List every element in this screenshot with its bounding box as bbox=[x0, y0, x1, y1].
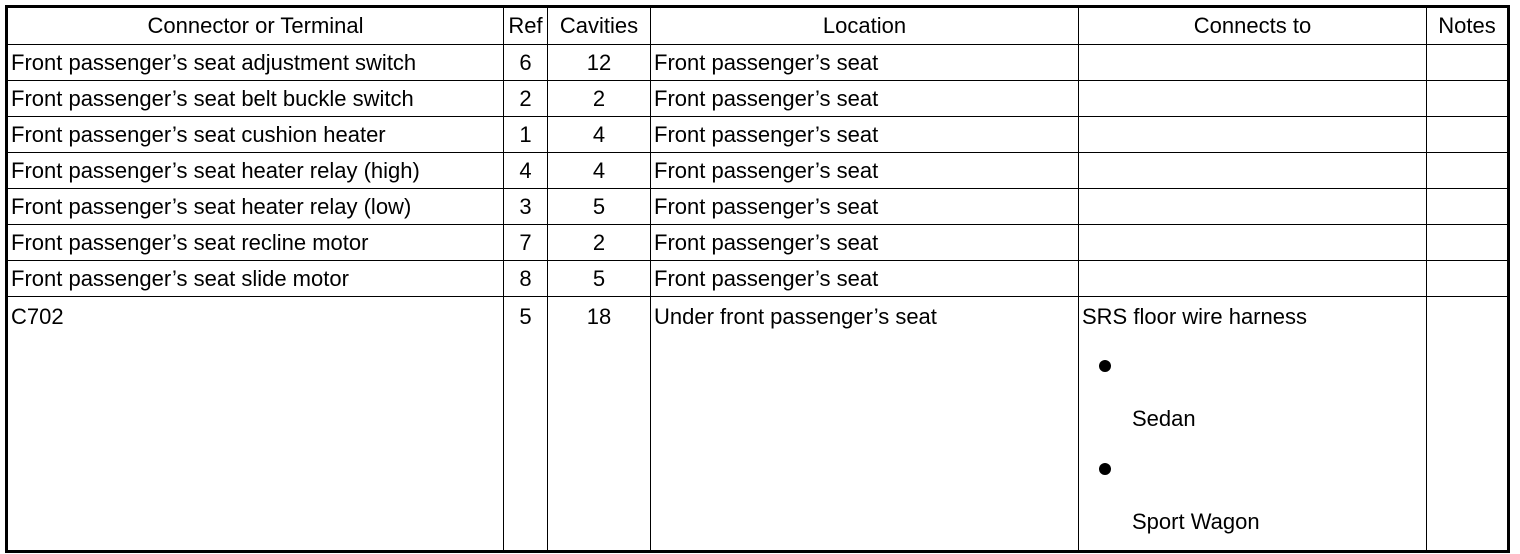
cell-ref: 8 bbox=[504, 261, 548, 297]
cell-notes bbox=[1427, 189, 1509, 225]
cell-notes bbox=[1427, 261, 1509, 297]
connects-to-list bbox=[1082, 352, 1423, 535]
header-location: Location bbox=[651, 7, 1079, 45]
cell-ref: 4 bbox=[504, 153, 548, 189]
header-notes: Notes bbox=[1427, 7, 1509, 45]
header-ref: Ref bbox=[504, 7, 548, 45]
cell-ref: 2 bbox=[504, 81, 548, 117]
list-item-label: Sport Wagon bbox=[1132, 509, 1260, 534]
list-item bbox=[1082, 455, 1423, 535]
cell-connects-to bbox=[1079, 189, 1427, 225]
cell-cavities: 2 bbox=[548, 225, 651, 261]
cell-ref: 3 bbox=[504, 189, 548, 225]
list-item bbox=[1082, 352, 1423, 432]
cell-ref: 5 bbox=[504, 297, 548, 552]
connects-to-harness: SRS floor wire harness bbox=[1082, 304, 1307, 329]
cell-connector: Front passenger’s seat belt buckle switch bbox=[7, 81, 504, 117]
cell-notes bbox=[1427, 153, 1509, 189]
cell-connects-to bbox=[1079, 261, 1427, 297]
cell-cavities: 4 bbox=[548, 117, 651, 153]
cell-cavities: 2 bbox=[548, 81, 651, 117]
cell-ref: 1 bbox=[504, 117, 548, 153]
cell-cavities: 5 bbox=[548, 189, 651, 225]
connector-table bbox=[5, 5, 1510, 553]
cell-connects-to bbox=[1079, 153, 1427, 189]
cell-location: Front passenger’s seat bbox=[651, 117, 1079, 153]
cell-ref: 6 bbox=[504, 45, 548, 81]
cell-location: Front passenger’s seat bbox=[651, 225, 1079, 261]
table-row bbox=[7, 261, 1509, 297]
cell-connects-to bbox=[1079, 117, 1427, 153]
cell-ref: 7 bbox=[504, 225, 548, 261]
header-row bbox=[7, 7, 1509, 45]
bullet-icon bbox=[1099, 360, 1111, 372]
cell-cavities: 5 bbox=[548, 261, 651, 297]
cell-location: Front passenger’s seat bbox=[651, 153, 1079, 189]
cell-connector: C702 bbox=[7, 297, 504, 552]
list-item-label: Sedan bbox=[1132, 406, 1196, 431]
cell-connects-to bbox=[1079, 45, 1427, 81]
cell-location: Front passenger’s seat bbox=[651, 261, 1079, 297]
cell-connects-to bbox=[1079, 297, 1427, 552]
table-row bbox=[7, 189, 1509, 225]
cell-notes bbox=[1427, 117, 1509, 153]
cell-connector: Front passenger’s seat heater relay (high) bbox=[7, 153, 504, 189]
table-row bbox=[7, 117, 1509, 153]
header-cavities: Cavities bbox=[548, 7, 651, 45]
cell-location: Front passenger’s seat bbox=[651, 45, 1079, 81]
cell-location: Front passenger’s seat bbox=[651, 189, 1079, 225]
cell-cavities: 4 bbox=[548, 153, 651, 189]
cell-notes bbox=[1427, 297, 1509, 552]
bullet-icon bbox=[1099, 463, 1111, 475]
cell-notes bbox=[1427, 81, 1509, 117]
table-row bbox=[7, 225, 1509, 261]
cell-cavities: 18 bbox=[548, 297, 651, 552]
connector-table-container bbox=[5, 5, 1510, 553]
cell-connects-to bbox=[1079, 81, 1427, 117]
cell-notes bbox=[1427, 45, 1509, 81]
table-row bbox=[7, 153, 1509, 189]
table-row bbox=[7, 45, 1509, 81]
cell-cavities: 12 bbox=[548, 45, 651, 81]
table-row bbox=[7, 297, 1509, 552]
table-row bbox=[7, 81, 1509, 117]
cell-connector: Front passenger’s seat recline motor bbox=[7, 225, 504, 261]
cell-connector: Front passenger’s seat heater relay (low) bbox=[7, 189, 504, 225]
cell-location: Front passenger’s seat bbox=[651, 81, 1079, 117]
cell-connects-to bbox=[1079, 225, 1427, 261]
cell-notes bbox=[1427, 225, 1509, 261]
cell-connector: Front passenger’s seat adjustment switch bbox=[7, 45, 504, 81]
cell-connector: Front passenger’s seat cushion heater bbox=[7, 117, 504, 153]
cell-location: Under front passenger’s seat bbox=[651, 297, 1079, 552]
cell-connector: Front passenger’s seat slide motor bbox=[7, 261, 504, 297]
header-connects-to: Connects to bbox=[1079, 7, 1427, 45]
header-connector: Connector or Terminal bbox=[7, 7, 504, 45]
